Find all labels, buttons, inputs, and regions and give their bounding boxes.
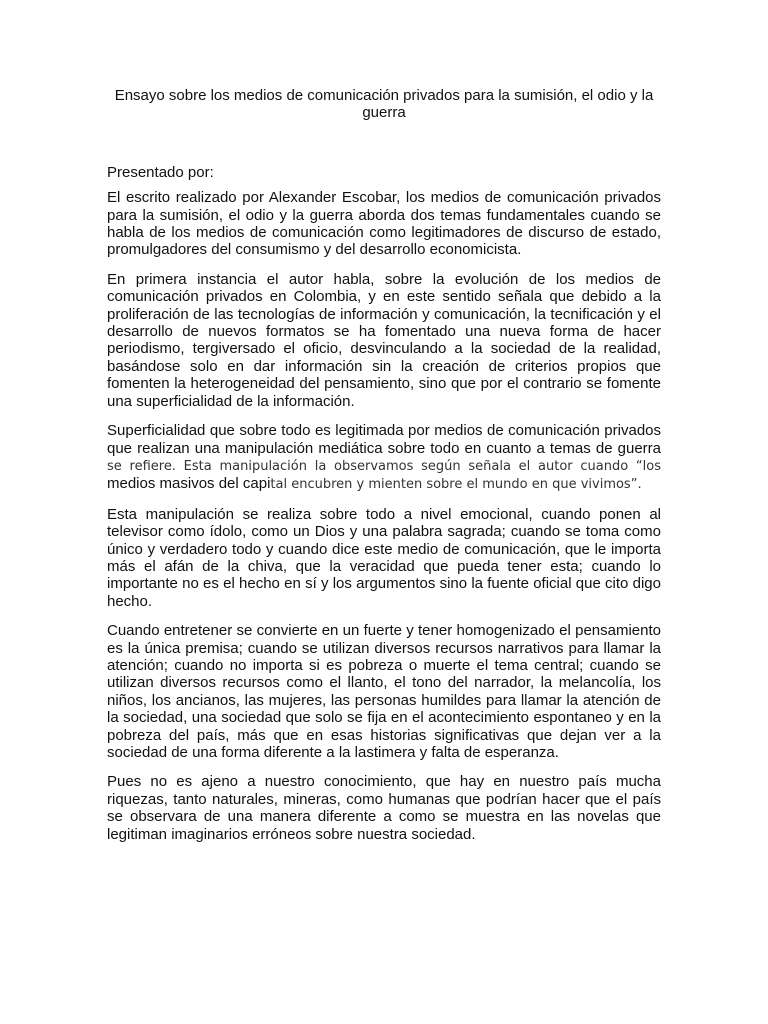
document-page (107, 87, 661, 855)
paragraph-3-part-3: medios masivos del capi (107, 475, 271, 493)
paragraph-3-part-4: tal encubren y mienten sobre el mundo en que vivimos”. (270, 477, 642, 493)
paragraph-2: En primera instancia el autor habla, sobre la evolución de los medios de comunicación privados en Colombia, y en este sentido señala que debido a la proliferación de las tecnologías de información y comunicación, la tecnificación y el desarrollo de nuevos formatos se ha fomentado una nueva forma de hacer periodismo, tergiversado el oficio, desvinculando a la sociedad de la realidad, basándose solo en dar información sin la creación de criterios propios que fomenten la heterogeneidad del pensamiento, sino que por el contrario se fomente una superficialidad de la información. (107, 270, 661, 410)
paragraph-3 (107, 422, 661, 494)
presented-by-label: Presentado por: (107, 163, 214, 181)
document-title: Ensayo sobre los medios de comunicación privados para la sumisión, el odio y la guerra (114, 87, 654, 122)
paragraph-5: Cuando entretener se convierte en un fuerte y tener homogenizado el pensamiento es la única premisa; cuando se utilizan diversos recursos narrativos para llamar la atención; cuando no importa si es pobreza o muerte el tema central; cuando se utilizan diversos recursos como el llanto, el tono del narrador, la melancolía, los niños, los ancianos, las mujeres, las personas humildes para llamar la atención de la sociedad, una sociedad que solo se fija en el acontecimiento espontaneo y en la pobreza del país, más que en esas historias significativas que dejan ver a la sociedad de una forma diferente a la lastimera y falta de esperanza. (107, 622, 661, 761)
paragraph-1: El escrito realizado por Alexander Escobar, los medios de comunicación privados para la sumisión, el odio y la guerra aborda dos temas fundamentales cuando se habla de los medios de comunicación como legitimadores de discurso de estado, promulgadores del consumismo y del desarrollo economicista. (107, 189, 661, 259)
paragraph-6: Pues no es ajeno a nuestro conocimiento, que hay en nuestro país mucha riquezas, tanto naturales, mineras, como humanas que podrían hacer que el país se observara de una manera diferente a como se muestra en las novelas que legitiman imaginarios erróneos sobre nuestra sociedad. (107, 773, 661, 843)
paragraph-4: Esta manipulación se realiza sobre todo a nivel emocional, cuando ponen al televisor como ídolo, como un Dios y una palabra sagrada; cuando se toma como único y verdadero todo y cuando dice este medio de comunicación, que le importa más el afán de la chiva, que la veracidad que pueda tener esta; cuando lo importante no es el hecho en sí y los argumentos sino la fuente oficial que cito digo hecho. (107, 505, 661, 610)
paragraph-3-part-1: Superficialidad que sobre todo es legitimada por medios de comunicación privados que realizan una manipulación mediática sobre todo en cuanto a temas de guerra (107, 422, 661, 457)
paragraph-3-part-2: se refiere. Esta manipulación la observamos según señala el autor cuando “los (107, 458, 661, 474)
